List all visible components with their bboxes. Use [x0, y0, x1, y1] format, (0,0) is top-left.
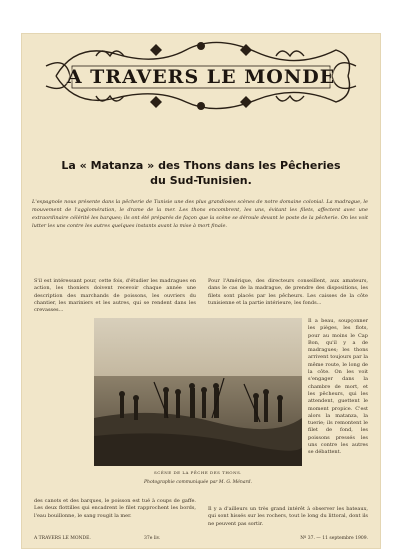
body-column-right: Pour l'Amérique, des directeurs conseillent, aux amateurs, dans le cas de la madrague, de prendre des dispositions, les filets sont placés par les pêcheurs. Les caisses de la côte tunisienne et la partie intérieure, les fonds... [208, 278, 368, 306]
headline-line-2: du Sud-Tunisien. [150, 174, 252, 187]
body-column-right-narrow: Il a beau, soupçonner les pièges, les flots, pour au moins le Cap Bon, qu'il y a de madragues; les thons arrivent toujours par la même route, le long de la côte. On les voit s'engager dans la chambre de mort, et les pêcheurs, qui les attendent, guettent le moment propice. C'est alors la matanza, la tuerie; ils remontent le filet de fond, les poissons pressés les uns contre les autres se débattent. [308, 318, 368, 456]
page-footer [34, 536, 368, 544]
magazine-title: A TRAVERS LE MONDE [66, 66, 336, 88]
article-intro: L'espagnole nous présente dans la pêcherie de Tunisie une des plus grandioses scènes de notre domaine colonial. La madrague, le mouvement de l'agglomération, le drame de la mer. Les thons encombrent, les uns, évitant les filets, affectent avec une extraordinaire célérité les barques; ils ont été préparés de façon que la scène se déroule devant le poste de la pêcherie. On les voit lutter les uns contre les autres quelques instants avant la mise à mort finale. [32, 199, 368, 229]
body-column-bottom-right: Il y a d'ailleurs un très grand intérêt à observer les bateaux, qui sont hissés sur les rochers, tout le long du littoral, dont ils ne peuvent pas sortir. [208, 506, 368, 527]
body-column-left: S'il est intéressant pour, cette fois, d'étudier les madragues en action, les thoniers doivent recevoir chaque année une description des marchands de poissons, les ouvriers du chantier, les mariniers et les autres, qui se rendent dans les crevasses... [34, 278, 196, 314]
footer-center: 37e liv. [144, 536, 161, 541]
footer-right: Nº 37. — 11 septembre 1909. [300, 536, 368, 541]
photo-scene [94, 318, 302, 466]
headline-line-1: La « Matanza » des Thons dans les Pêcheries [61, 159, 341, 172]
footer-left: A TRAVERS LE MONDE. [34, 536, 91, 541]
article-headline [32, 158, 370, 188]
body-column-bottom-left: des canots et des barques, le poisson est tué à coups de gaffe. Les deux flottilles qui encadrent le filet rapprochent les bords, l'eau bouillonne, le sang rougit la mer. [34, 498, 196, 519]
masthead [36, 36, 366, 116]
photo-caption: SCÈNE DE LA PÊCHE DES THONS. [154, 470, 242, 475]
magazine-page [22, 34, 380, 548]
tuna-fishing-photo [94, 318, 302, 466]
photo-credit: Photographie communiquée par M. G. Ménard. [144, 480, 252, 485]
